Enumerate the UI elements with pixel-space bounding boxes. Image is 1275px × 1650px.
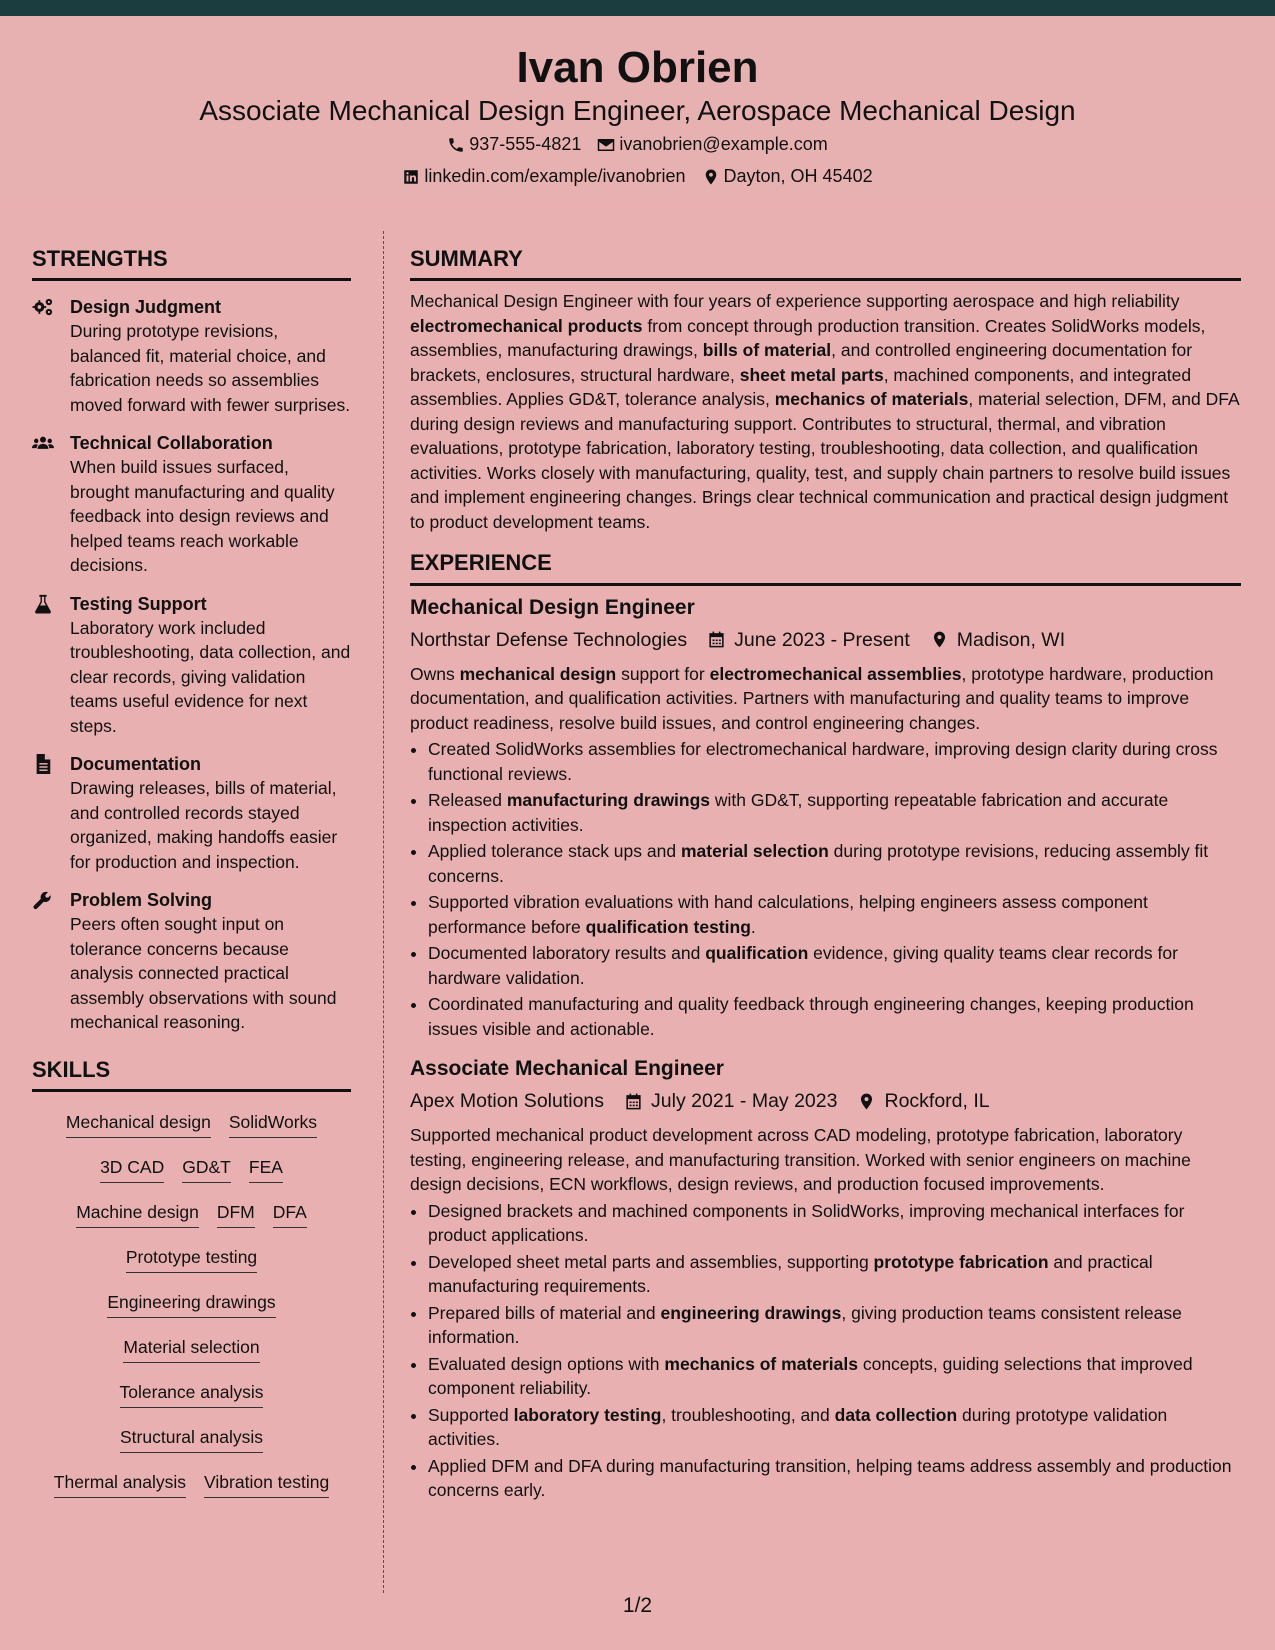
skill-tag: Tolerance analysis (120, 1380, 264, 1408)
text-run: Mechanical Design Engineer with four years of experience supporting aerospace and high reliability (410, 291, 1180, 312)
skill-row (32, 1110, 351, 1155)
bold-text: mechanical design (459, 663, 617, 684)
bold-text: material selection (680, 841, 829, 862)
text-run: Applied DFM and DFA during manufacturing transition, helping teams address assembly and production concerns early. (428, 1455, 1232, 1501)
skill-tag: DFA (273, 1200, 307, 1228)
text-run: support for (616, 663, 710, 684)
list-item (428, 992, 1241, 1041)
text-run: during prototype revisions, reducing assembly fit concerns. (428, 841, 1209, 886)
experience-heading: EXPERIENCE (410, 550, 1241, 585)
text-run: Supported (428, 1404, 514, 1425)
text-run: Prepared bills of material and (428, 1302, 661, 1323)
map-pin-icon (930, 630, 949, 649)
text-run: , giving production teams consistent release information. (428, 1302, 1182, 1348)
text-run: concepts, guiding selections that improved component reliability. (428, 1353, 1193, 1399)
bold-text: bills of material (702, 340, 832, 361)
list-item (428, 941, 1241, 990)
bold-text: qualification testing (585, 916, 751, 937)
skill-tag: Engineering drawings (107, 1290, 275, 1318)
flask-icon (32, 594, 54, 614)
text-run: Developed sheet metal parts and assemblies, supporting (428, 1251, 874, 1272)
skill-tag: Vibration testing (204, 1470, 329, 1498)
skill-tag: Mechanical design (66, 1110, 211, 1138)
job-bullets (410, 737, 1241, 1041)
bold-text: qualification (705, 943, 809, 964)
strength-title: Testing Support (70, 593, 207, 614)
skill-row (32, 1155, 351, 1200)
bold-text: manufacturing drawings (506, 790, 711, 811)
summary-text (410, 289, 1241, 534)
location-text: Dayton, OH 45402 (723, 166, 873, 186)
text-run: Applied tolerance stack ups and (428, 841, 681, 862)
company-name: Northstar Defense Technologies (410, 628, 688, 651)
skill-tag: GD&T (182, 1155, 231, 1183)
text-run: Owns (410, 663, 460, 684)
strength-item (32, 431, 351, 578)
right-column (410, 246, 1241, 1503)
text-run: evidence, giving quality teams clear records for hardware validation. (428, 943, 1178, 988)
text-run: , material selection, DFM, and DFA during design reviews and manufacturing support. Contributes to structural, thermal, and vibration evaluations, prototype fabrication, laboratory testing, troubleshooting, data collection, and qualification activities. Works closely with manufacturing, quality, test, and supply chain partners to resolve build issues and implement engineering changes. Brings clear technical communication and practical design judgment to product development teams. (410, 389, 1239, 532)
map-pin-icon (857, 1092, 876, 1111)
skill-tag: Thermal analysis (54, 1470, 186, 1498)
strength-item (32, 592, 351, 739)
page-number: 1/2 (622, 1594, 653, 1617)
candidate-name: Ivan Obrien (516, 43, 759, 92)
location-contact (702, 166, 873, 188)
document-icon (32, 754, 54, 774)
list-item (428, 1301, 1241, 1350)
job-dates: July 2021 - May 2023 (651, 1090, 838, 1113)
text-run: with GD&T, supporting repeatable fabrication and accurate inspection activities. (428, 790, 1169, 835)
strength-title: Technical Collaboration (70, 433, 273, 454)
job-meta (410, 1087, 1241, 1115)
linkedin-icon (402, 168, 420, 186)
list-item (428, 1352, 1241, 1401)
skills-list (32, 1110, 351, 1515)
skills-heading: SKILLS (32, 1057, 351, 1092)
skill-row (32, 1380, 351, 1425)
skill-row (32, 1200, 351, 1245)
skill-tag: Machine design (76, 1200, 199, 1228)
email-text: ivanobrien@example.com (619, 134, 828, 154)
strength-description: Peers often sought input on tolerance concerns because analysis connected practical assembly observations with sound mechanical reasoning. (70, 914, 337, 1033)
text-run: Released (428, 790, 507, 811)
list-item (428, 737, 1241, 786)
job-entry (410, 1055, 1241, 1503)
resume-header (0, 16, 1275, 204)
text-run: Coordinated manufacturing and quality feedback through engineering changes, keeping production issues visible and actionable. (428, 994, 1194, 1039)
left-column (32, 246, 351, 1515)
phone-contact[interactable] (447, 134, 581, 156)
users-icon (32, 433, 54, 453)
skill-row (32, 1425, 351, 1470)
job-location: Madison, WI (956, 628, 1066, 651)
skill-tag: SolidWorks (229, 1110, 317, 1138)
list-item (428, 1403, 1241, 1452)
contact-row-2 (0, 166, 1275, 188)
job-title: Mechanical Design Engineer (410, 595, 695, 619)
bold-text: mechanics of materials (664, 1353, 858, 1374)
job-meta (410, 626, 1241, 654)
list-item (428, 839, 1241, 888)
map-pin-icon (702, 168, 720, 186)
bold-text: mechanics of materials (774, 389, 969, 410)
bold-text: laboratory testing (513, 1404, 662, 1425)
phone-icon (447, 136, 465, 154)
text-run: Evaluated design options with (428, 1353, 665, 1374)
text-run: . (750, 916, 756, 937)
bold-text: electromechanical products (410, 315, 643, 336)
strength-description: When build issues surfaced, brought manufacturing and quality feedback into design reviews and helped teams reach workable decisions. (70, 457, 335, 576)
text-run: Supported vibration evaluations with hand calculations, helping engineers assess component performance before (428, 892, 1148, 937)
skill-tag: Material selection (123, 1335, 259, 1363)
text-run: and practical manufacturing requirements. (428, 1251, 1153, 1297)
strengths-heading: STRENGTHS (32, 246, 351, 281)
contact-row (0, 134, 1275, 156)
strength-item (32, 752, 351, 874)
strength-item (32, 888, 351, 1035)
strength-description: Drawing releases, bills of material, and controlled records stayed organized, making handoffs easier for production and inspection. (70, 778, 338, 872)
strength-title: Design Judgment (70, 297, 222, 318)
skill-tag: 3D CAD (100, 1155, 164, 1183)
bold-text: sheet metal parts (739, 364, 884, 385)
column-divider (383, 231, 384, 1593)
list-item (428, 1250, 1241, 1299)
strength-description: During prototype revisions, balanced fit, material choice, and fabrication needs so assemblies moved forward with fewer surprises. (70, 321, 351, 415)
job-location: Rockford, IL (884, 1090, 990, 1113)
wrench-icon (32, 890, 54, 910)
text-run: Supported mechanical product development across CAD modeling, prototype fabrication, laboratory testing, engineering release, and manufacturing transition. Worked with senior engineers on machine design decisions, ECN workflows, design reviews, and production focused improvements. (410, 1125, 1191, 1195)
linkedin-contact[interactable] (402, 166, 685, 188)
list-item (428, 788, 1241, 837)
job-title: Associate Mechanical Engineer (410, 1057, 724, 1081)
list-item (428, 1454, 1241, 1503)
bold-text: electromechanical assemblies (709, 663, 962, 684)
list-item (428, 1199, 1241, 1248)
skill-row (32, 1470, 351, 1515)
text-run: Created SolidWorks assemblies for electromechanical hardware, improving design clarity during cross functional reviews. (428, 739, 1218, 784)
candidate-title: Associate Mechanical Design Engineer, Aerospace Mechanical Design (199, 95, 1076, 126)
calendar-icon (707, 630, 726, 649)
gears-icon (32, 297, 54, 317)
calendar-icon (624, 1092, 643, 1111)
strength-title: Problem Solving (70, 890, 213, 911)
company-name: Apex Motion Solutions (410, 1090, 605, 1113)
skill-tag: Structural analysis (120, 1425, 263, 1453)
summary-heading: SUMMARY (410, 246, 1241, 281)
jobs-list (410, 594, 1241, 1503)
bold-text: data collection (834, 1404, 958, 1425)
text-run: Designed brackets and machined components in SolidWorks, improving mechanical interfaces for product applications. (428, 1200, 1185, 1246)
skill-tag: Prototype testing (126, 1245, 257, 1273)
strength-title: Documentation (70, 754, 202, 775)
text-run: , troubleshooting, and (661, 1404, 835, 1425)
job-bullets (410, 1199, 1241, 1503)
job-summary (410, 662, 1241, 736)
text-run: , machined components, and integrated assemblies. Applies GD&T, tolerance analysis, (410, 364, 1192, 410)
skill-tag: FEA (249, 1155, 283, 1183)
list-item (428, 890, 1241, 939)
job-entry (410, 594, 1241, 1042)
phone-text: 937-555-4821 (469, 134, 582, 154)
linkedin-text: linkedin.com/example/ivanobrien (424, 166, 686, 186)
skill-row (32, 1290, 351, 1335)
job-summary (410, 1123, 1241, 1197)
text-run: from concept through production transition. Creates SolidWorks models, assemblies, manufacturing drawings, (410, 315, 1206, 361)
skill-row (32, 1245, 351, 1290)
text-run: Documented laboratory results and (428, 943, 706, 964)
top-accent-bar (0, 0, 1275, 16)
bold-text: prototype fabrication (873, 1251, 1049, 1272)
skill-row (32, 1335, 351, 1380)
strength-item (32, 295, 351, 417)
skill-tag: DFM (217, 1200, 255, 1228)
strength-description: Laboratory work included troubleshooting, data collection, and clear records, giving validation teams useful evidence for next steps. (70, 617, 351, 736)
text-run: during prototype validation activities. (428, 1404, 1168, 1450)
job-dates: June 2023 - Present (734, 628, 910, 651)
text-run: , prototype hardware, production documentation, and qualification activities. Partners with manufacturing and quality teams to improve product readiness, resolve build issues, and control engineering changes. (410, 663, 1214, 733)
email-icon (597, 136, 615, 154)
bold-text: engineering drawings (660, 1302, 842, 1323)
text-run: , and controlled engineering documentation for brackets, enclosures, structural hardware, (410, 340, 1193, 385)
email-contact[interactable] (597, 134, 827, 156)
